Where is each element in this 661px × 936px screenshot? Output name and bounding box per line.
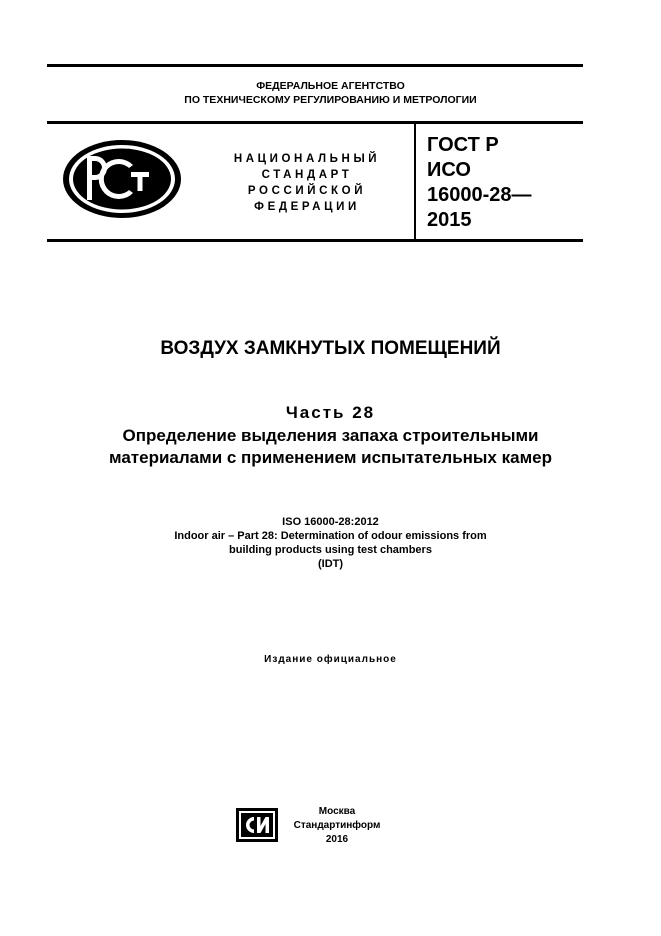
iso-code: ISO 16000-28:2012 [282, 516, 379, 528]
standard-block-bottom-rule [47, 239, 583, 242]
national-standard-label [212, 151, 402, 215]
designation-line-4: 2015 [427, 209, 472, 231]
iso-title-line-2: building products using test chambers [229, 544, 432, 556]
agency-line-2: ПО ТЕХНИЧЕСКОМУ РЕГУЛИРОВАНИЮ И МЕТРОЛОГИИ [184, 94, 477, 106]
publisher-block [282, 805, 392, 847]
official-edition-label: Издание официальное [264, 654, 397, 665]
publisher-city: Москва [318, 806, 356, 817]
designation-line-1: ГОСТ Р [427, 134, 499, 156]
top-rule [47, 64, 583, 67]
national-line-1: НАЦИОНАЛЬНЫЙ [233, 153, 381, 165]
iso-reference [0, 515, 661, 571]
subtitle-line-2: материалами с применением испытательных камер [108, 448, 552, 467]
national-line-2: СТАНДАРТ [261, 169, 353, 181]
designation-line-2: ИСО [427, 159, 471, 181]
iso-title-line-1: Indoor air – Part 28: Determination of odour emissions from [174, 530, 487, 542]
agency-header [0, 79, 661, 107]
publisher-year: 2016 [325, 834, 349, 845]
agency-line-1: ФЕДЕРАЛЬНОЕ АГЕНТСТВО [256, 80, 405, 92]
vertical-divider [414, 124, 416, 239]
standard-block-top-rule [47, 121, 583, 124]
national-line-3: РОССИЙСКОЙ [247, 185, 367, 197]
standartinform-logo-icon [233, 805, 281, 845]
subtitle-line-1: Определение выделения запаха строительными [122, 426, 539, 445]
standard-designation [427, 133, 627, 233]
document-subtitle [0, 425, 661, 469]
iso-idt: (IDT) [317, 558, 344, 570]
gost-r-logo-icon [61, 138, 183, 220]
document-title: ВОЗДУХ ЗАМКНУТЫХ ПОМЕЩЕНИЙ [160, 338, 501, 359]
national-line-4: ФЕДЕРАЦИИ [254, 201, 360, 213]
designation-line-3: 16000-28— [427, 184, 532, 206]
part-number: Часть 28 [285, 403, 376, 422]
publisher-name: Стандартинформ [293, 820, 381, 831]
